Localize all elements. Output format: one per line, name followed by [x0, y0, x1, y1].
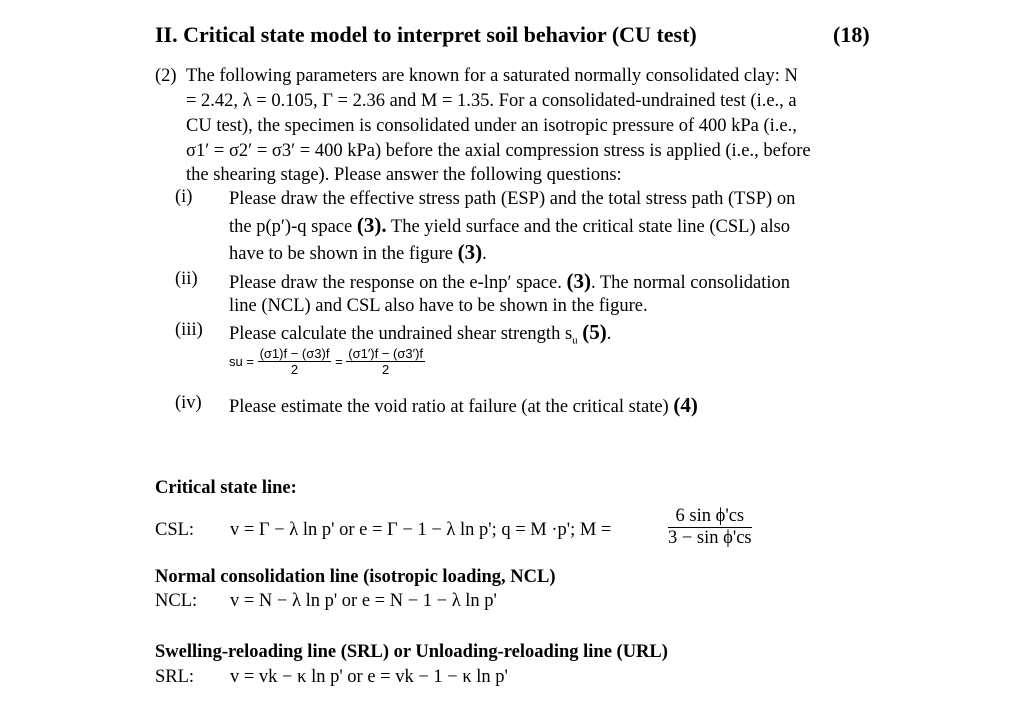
section-heading: II. Critical state model to interpret soil behavior (CU test)	[155, 22, 697, 47]
formula-numerator-2: (σ1′)f − (σ3′)f	[348, 346, 424, 361]
question-ii-line-2: line (NCL) and CSL also have to be shown in the figure.	[229, 296, 648, 316]
question-i-line-1: Please draw the effective stress path (ESP) and the total stress path (TSP) on	[229, 189, 796, 209]
csl-label: CSL:	[155, 520, 195, 540]
question-iv-line-1	[229, 393, 698, 420]
csl-title: Critical state line:	[155, 478, 297, 498]
question-iv-marks: (4)	[673, 393, 698, 417]
question-i-line-2b: The yield surface and the critical state line (CSL) also	[390, 217, 791, 237]
question-iii-line-1: Please calculate the undrained shear strength $s_u$ (5).	[229, 320, 612, 347]
question-i-line-2a: the p(p′)-q space	[229, 217, 353, 237]
formula-fraction-2	[346, 346, 425, 377]
question-i-line-3: have to be shown in the figure (3).	[229, 240, 487, 264]
question-iii-marks: (5)	[582, 320, 607, 344]
question-iv-label: (iv)	[175, 393, 202, 413]
question-iii-label: (iii)	[175, 320, 203, 340]
ncl-title: Normal consolidation line (isotropic loading, NCL)	[155, 567, 556, 587]
formula-lhs: su =	[229, 354, 254, 369]
csl-m-numerator: 6 sin ϕ'cs	[668, 506, 752, 528]
question-i-label: (i)	[175, 187, 193, 207]
undrained-strength-formula	[229, 346, 425, 377]
problem-intro-line-3: CU test), the specimen is consolidated under an isotropic pressure of 400 kPa (i.e.,	[186, 116, 797, 136]
ncl-label: NCL:	[155, 591, 198, 611]
section-points: (18)	[833, 22, 870, 47]
question-ii-line-1: Please draw the response on the e-lnp′ space. (3). The normal consolidation	[229, 269, 790, 293]
formula-denominator-2: 2	[382, 362, 390, 377]
csl-equation: v = Γ − λ ln p' or e = Γ − 1 − λ ln p'; q = M ·p'; M =	[230, 520, 612, 540]
question-ii-label: (ii)	[175, 269, 198, 289]
question-iii-text: Please calculate the undrained shear strength s	[229, 324, 573, 344]
question-iv-text: Please estimate the void ratio at failure (at the critical state)	[229, 397, 669, 417]
question-ii-line-1a: Please draw the response on the e-lnp′ space.	[229, 273, 562, 293]
question-i-marks-2: (3)	[457, 240, 483, 264]
formula-equals: =	[335, 354, 343, 369]
csl-m-denominator: 3 − sin ϕ'cs	[668, 528, 752, 548]
question-i-line-3a: have to be shown in the figure	[229, 244, 453, 264]
srl-title: Swelling-reloading line (SRL) or Unloading-reloading line (URL)	[155, 642, 668, 662]
question-ii-marks: (3)	[566, 269, 591, 293]
csl-m-frac	[668, 506, 752, 549]
ncl-equation: v = N − λ ln p' or e = N − 1 − λ ln p'	[230, 591, 497, 611]
formula-denominator-1: 2	[290, 362, 299, 377]
formula-numerator-1: (σ1)f − (σ3)f	[259, 346, 330, 361]
question-i-line-2	[229, 213, 790, 240]
formula-fraction-1	[258, 346, 332, 377]
problem-intro-line-1: The following parameters are known for a saturated normally consolidated clay: N	[186, 66, 798, 86]
srl-equation: v = vk − κ ln p' or e = vk − 1 − κ ln p'	[230, 667, 508, 687]
problem-intro-line-5: the shearing stage). Please answer the following questions:	[186, 165, 622, 185]
problem-intro-line-2: = 2.42, λ = 0.105, Γ = 2.36 and M = 1.35. For a consolidated-undrained test (i.e., a	[186, 91, 797, 111]
problem-number: (2)	[155, 66, 177, 86]
csl-m-fraction	[668, 506, 752, 549]
srl-label: SRL:	[155, 667, 195, 687]
question-i-marks-1: (3).	[356, 213, 387, 237]
question-iii-subscript: u	[572, 334, 578, 347]
question-ii-line-1b: The normal consolidation	[599, 273, 790, 293]
problem-intro-line-4: σ1′ = σ2′ = σ3′ = 400 kPa) before the axial compression stress is applied (i.e., before	[186, 141, 811, 161]
